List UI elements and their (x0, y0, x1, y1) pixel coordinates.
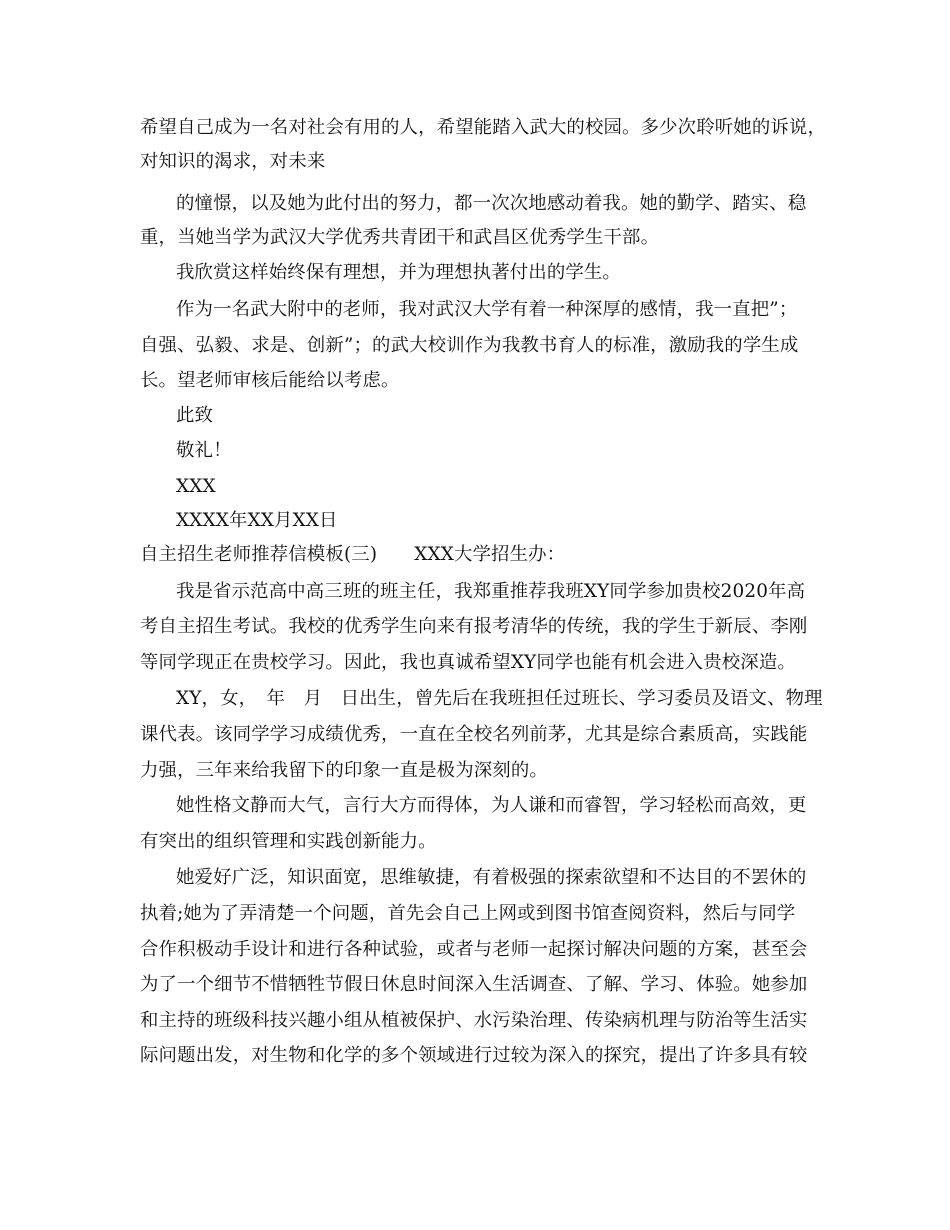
text-line: 合作积极动手设计和进行各种试验，或者与老师一起探讨解决问题的方案，甚至会 (140, 939, 808, 960)
text-line: 自强、弘毅、求是、创新”；的武大校训作为我教书育人的标准，激励我的学生成 (140, 335, 799, 356)
text-line: 希望自己成为一名对社会有用的人，希望能踏入武大的校园。多少次聆听她的诉说， (140, 117, 827, 138)
text-line: XY，女， 年 月 日出生，曾先后在我班担任过班长、学习委员及语文、物理 (176, 688, 823, 709)
text-line: 执着;她为了弄清楚一个问题，首先会自己上网或到图书馆查阅资料，然后与同学 (140, 903, 796, 924)
text-line: XXXX年XX月XX日 (176, 510, 338, 531)
text-line: 考自主招生考试。我校的优秀学生向来有报考清华的传统，我的学生于新辰、李刚 (140, 616, 808, 637)
text-line: 课代表。该同学学习成绩优秀，一直在全校名列前茅，尤其是综合素质高，实践能 (140, 724, 808, 745)
text-line: 为了一个细节不惜牺牲节假日休息时间深入生活调查、了解、学习、体验。她参加 (140, 974, 808, 995)
text-line: 的憧憬，以及她为此付出的努力，都一次次地感动着我。她的勤学、踏实、稳 (176, 193, 807, 214)
text-line: 长。望老师审核后能给以考虑。 (140, 370, 400, 391)
text-line: 力强，三年来给我留下的印象一直是极为深刻的。 (140, 760, 548, 781)
text-line: 我是省示范高中高三班的班主任，我郑重推荐我班XY同学参加贵校2020年高 (176, 581, 806, 602)
text-line: 际问题出发，对生物和化学的多个领域进行过较为深入的探究，提出了许多具有较 (140, 1045, 808, 1066)
section-heading: 自主招生老师推荐信模板(三) XXX大学招生办： (140, 544, 566, 565)
text-line: 此致 (176, 405, 214, 426)
text-line: 敬礼！ (176, 440, 232, 461)
text-line: 等同学现正在贵校学习。因此，我也真诚希望XY同学也能有机会进入贵校深造。 (140, 652, 796, 673)
text-line: 作为一名武大附中的老师，我对武汉大学有着一种深厚的感情，我一直把”； (176, 299, 798, 320)
text-line: 对知识的渴求，对未来 (140, 151, 326, 172)
text-line: 和主持的班级科技兴趣小组从植被保护、水污染治理、传染病机理与防治等生活实 (140, 1010, 808, 1031)
text-line: XXX (176, 476, 216, 497)
text-line: 她性格文静而大气，言行大方而得体，为人谦和而睿智，学习轻松而高效，更 (176, 795, 807, 816)
text-line: 她爱好广泛，知识面宽，思维敏捷，有着极强的探索欲望和不达目的不罢休的 (176, 867, 807, 888)
text-line: 我欣赏这样始终保有理想，并为理想执著付出的学生。 (176, 262, 621, 283)
text-line: 重，当她当学为武汉大学优秀共青团干和武昌区优秀学生干部。 (140, 227, 660, 248)
text-line: 有突出的组织管理和实践创新能力。 (140, 831, 437, 852)
